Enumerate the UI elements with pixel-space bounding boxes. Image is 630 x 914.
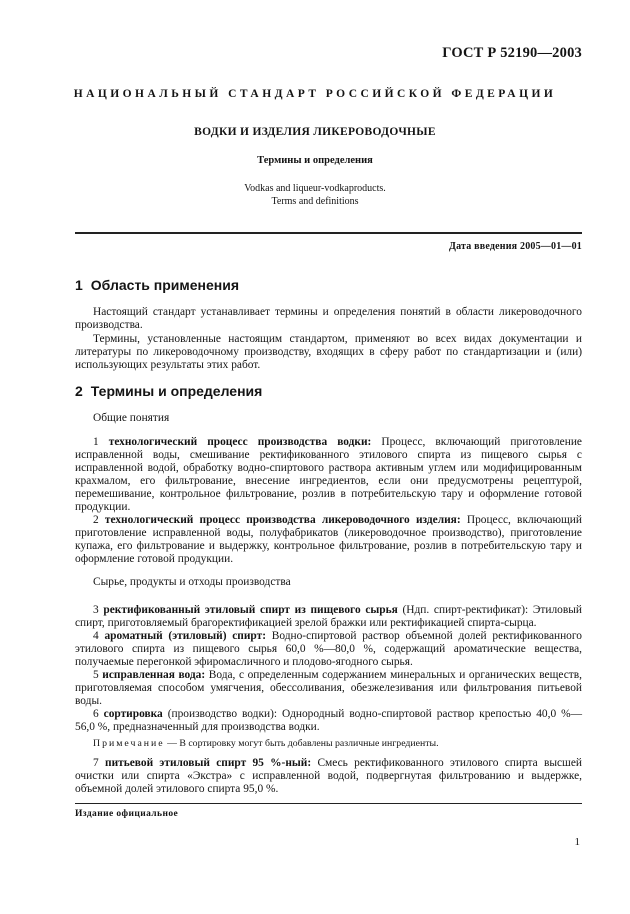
term-6-name: сортировка	[103, 708, 163, 720]
term-6-number: 6	[93, 708, 99, 720]
english-title-line-1: Vodkas and liqueur-vodkaproducts.	[244, 183, 386, 194]
section-1-paragraph-2: Термины, установленные настоящим стандартом, применяют во всех видах документации и литературы по ликероводочному производству, входящих в сферу работ по стандартизации и (или) использующих результаты этих работ.	[75, 333, 582, 371]
section-2-heading	[75, 383, 262, 399]
term-7-definition: Смесь ректификованного этилового спирта высшей очистки или спирта «Экстра» с исправленной водой, подвергнутая фильтрованию и выдержке, объемной долей этилового спирта 95,0 %.	[75, 757, 582, 795]
footer-divider	[75, 803, 582, 804]
term-1-definition: Процесс, включающий приготовление исправленной воды, смешивание ректификованного этилового спирта из пищевого сырья с исправленной водой, обработку водно-спиртового раствора активным углем или модифицированным крахмалом, его фильтрование, внесение ингредиентов, если они предусмотрены рецептурой, перемешивание, контрольное фильтрование, розлив в потребительскую тару и оформление готовой продукции.	[75, 436, 582, 513]
note	[75, 738, 582, 750]
section-1-title: Область применения	[90, 277, 240, 293]
page-number: 1	[574, 836, 580, 848]
document-title: ВОДКИ И ИЗДЕЛИЯ ЛИКЕРОВОДОЧНЫЕ	[194, 126, 436, 138]
term-5-name: исправленная вода:	[102, 669, 206, 681]
term-2-name: технологический процесс производства ликероводочного изделия:	[104, 514, 461, 526]
group-heading-raw-materials: Сырье, продукты и отходы производства	[93, 576, 291, 588]
note-label: Примечание	[93, 738, 165, 749]
document-number: ГОСТ Р 52190—2003	[442, 45, 582, 61]
term-2-definition: Процесс, включающий приготовление исправленной воды, полуфабрикатов (ликероводочное производство), приготовление купажа, его фильтрование и выдержку, контрольное фильтрование, розлив в потребительскую тару и оформление готовой продукции.	[75, 514, 582, 565]
term-1-number: 1	[93, 436, 99, 448]
term-5-definition: Вода, с определенным содержанием минеральных и органических веществ, приготовляемая способом умягчения, обессоливания, обезжелезивания или фильтрования питьевой воды.	[75, 669, 582, 707]
note-text: — В сортировку могут быть добавлены различные ингредиенты.	[167, 738, 439, 749]
term-3-name: ректификованный этиловый спирт из пищевого сырья	[103, 604, 398, 616]
term-5-number: 5	[93, 669, 99, 681]
term-3-number: 3	[93, 604, 99, 616]
english-title-line-2: Terms and definitions	[271, 196, 359, 207]
section-2-number: 2	[75, 383, 83, 399]
group-heading-general: Общие понятия	[93, 412, 170, 424]
term-1-name: технологический процесс производства водки:	[108, 436, 372, 448]
term-entry-6	[75, 708, 582, 734]
national-standard-heading: НАЦИОНАЛЬНЫЙ СТАНДАРТ РОССИЙСКОЙ ФЕДЕРАЦИИ	[73, 88, 557, 100]
term-entry-3	[75, 604, 582, 630]
english-title	[0, 182, 630, 208]
term-entry-5	[75, 669, 582, 708]
section-2-title: Термины и определения	[90, 383, 263, 399]
section-1-paragraph-1: Настоящий стандарт устанавливает термины и определения понятий в области ликероводочного производства.	[75, 306, 582, 331]
header-divider	[75, 232, 582, 234]
term-entry-4	[75, 630, 582, 669]
term-entry-1	[75, 436, 582, 514]
term-3-definition: (Ндп. спирт-ректификат): Этиловый спирт, приготовляемый брагоректификацией зрелой бражки или ректификацией спирта-сырца.	[75, 604, 582, 629]
document-subtitle: Термины и определения	[257, 155, 373, 166]
section-1-number: 1	[75, 277, 83, 293]
term-entry-2	[75, 514, 582, 566]
official-edition-label: Издание официальное	[75, 809, 179, 819]
introduction-date: Дата введения 2005—01—01	[449, 241, 582, 252]
term-4-name: ароматный (этиловый) спирт:	[104, 630, 266, 642]
section-1-heading	[75, 277, 239, 293]
term-6-definition: (производство водки): Однородный водно-спиртовой раствор крепостью 40,0 %—56,0 %, предназначенный для производства водки.	[75, 708, 582, 733]
term-7-name: питьевой этиловый спирт 95 %-ный:	[105, 757, 312, 769]
term-7-number: 7	[93, 757, 99, 769]
term-4-definition: Водно-спиртовой раствор объемной долей ректификованного этилового спирта из пищевого сырья 60,0 %—80,0 %, содержащий ароматические вещества, получаемые перегонкой эфиромасличного и плодово-ягодного сырья.	[75, 630, 582, 668]
term-4-number: 4	[93, 630, 99, 642]
term-entry-7	[75, 757, 582, 796]
term-2-number: 2	[93, 514, 99, 526]
